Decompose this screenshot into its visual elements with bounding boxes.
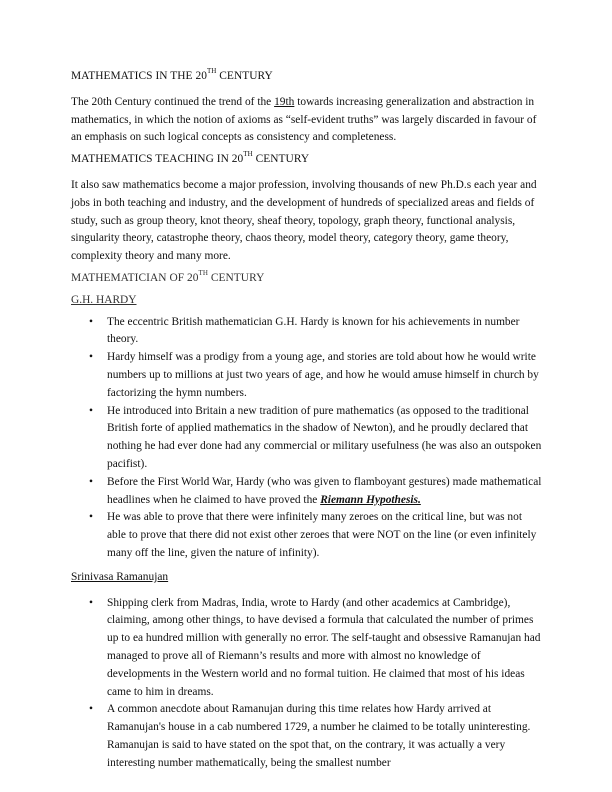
list-item: • A common anecdote about Ramanujan during this time relates how Hardy arrived at Ramanujan's house in a cab numbered 1729, a number he claimed to be totally uninteresting. Ramanujan is said to have stated on the spot that, on the contrary, it was actually a very interesting number mathematically, being the smallest number bbox=[89, 703, 531, 769]
heading-text: MATHEMATICIAN OF 20 bbox=[71, 271, 199, 284]
intro-paragraph bbox=[71, 94, 543, 147]
19th-century-link[interactable]: 19th bbox=[274, 95, 295, 108]
bullet-icon: • bbox=[89, 351, 93, 364]
bullet-icon: • bbox=[89, 511, 93, 524]
heading-text: MATHEMATICS TEACHING IN 20 bbox=[71, 153, 244, 166]
section-heading-mathematics-teaching bbox=[71, 151, 543, 169]
heading-text-end: CENTURY bbox=[252, 153, 310, 166]
section-heading-mathematician-20th-century bbox=[71, 270, 543, 288]
bullet-icon: • bbox=[89, 404, 93, 417]
heading-text-end: CENTURY bbox=[207, 271, 265, 284]
list-item: • Shipping clerk from Madras, India, wrote to Hardy (and other academics at Cambridge), claiming, among other things, to have devised a formula that calculated the number of primes up to ea hundred million with generally no error. The self-taught and obsessive Ramanujan had managed to prove all of Riemann’s results and more with almost no knowledge of developments in the Western world and no formal tuition. He claimed that most of his ideas came to him in dreams. bbox=[89, 596, 541, 698]
bullet-icon: • bbox=[89, 596, 93, 609]
hardy-bullet-list bbox=[71, 314, 543, 563]
bullet-icon: • bbox=[89, 703, 93, 716]
ramanujan-subheading: Srinivasa Ramanujan bbox=[71, 570, 169, 583]
heading-superscript: TH bbox=[198, 269, 208, 278]
heading-superscript: TH bbox=[206, 67, 217, 76]
riemann-hypothesis-link[interactable]: Riemann Hypothesis. bbox=[320, 493, 421, 506]
bullet-icon: • bbox=[89, 315, 93, 328]
list-item: • He was able to prove that there were infinitely many zeroes on the critical line, but was not able to prove that there did not exist other zeroes that were NOT on the line (or even infinitely many off the line, given the nature of infinity). bbox=[89, 511, 537, 559]
heading-text-end: CENTURY bbox=[216, 70, 273, 82]
list-item: • Hardy himself was a prodigy from a young age, and stories are told about how he would write numbers up to millions at just two years of age, and how he would amuse himself in church by factorizing the hymn numbers. bbox=[89, 351, 539, 399]
section-heading-mathematics-20th-century bbox=[71, 68, 543, 86]
hardy-subheading: G.H. HARDY bbox=[71, 293, 137, 306]
teaching-paragraph: It also saw mathematics become a major profession, involving thousands of new Ph.D.s each year and jobs in both teaching and industry, and the development of hundreds of specialized areas and fields of study, such as group theory, knot theory, sheaf theory, topology, graph theory, functional analysis, singularity theory, catastrophe theory, chaos theory, model theory, category theory, game theory, complexity theory and many more. bbox=[71, 178, 537, 263]
document-body bbox=[71, 68, 543, 772]
heading-superscript: TH bbox=[243, 150, 253, 159]
bullet-icon: • bbox=[89, 475, 93, 488]
paragraph-text-end: towards increasing generalization and abstraction in mathematics, in which the notion of axioms as “self-evident truths” was largely discarded in favour of an emphasis on such logical concepts as consistency and completeness. bbox=[71, 95, 537, 144]
heading-text: MATHEMATICS IN THE 20 bbox=[71, 70, 207, 82]
list-item: • Before the First World War, Hardy (who was given to flamboyant gestures) made mathematical headlines when he claimed to have proved the Riemann Hypothesis. bbox=[89, 475, 542, 506]
list-item: • The eccentric British mathematician G.H. Hardy is known for his achievements in number theory. bbox=[89, 315, 520, 346]
list-item: • He introduced into Britain a new tradition of pure mathematics (as opposed to the traditional British forte of applied mathematics in the shadow of Newton), and he proudly declared that nothing he had ever done had any commercial or military usefulness (he was also an outspoken pacifist). bbox=[89, 404, 542, 470]
ramanujan-bullet-list bbox=[71, 595, 543, 773]
paragraph-text: The 20th Century continued the trend of the bbox=[71, 95, 275, 108]
